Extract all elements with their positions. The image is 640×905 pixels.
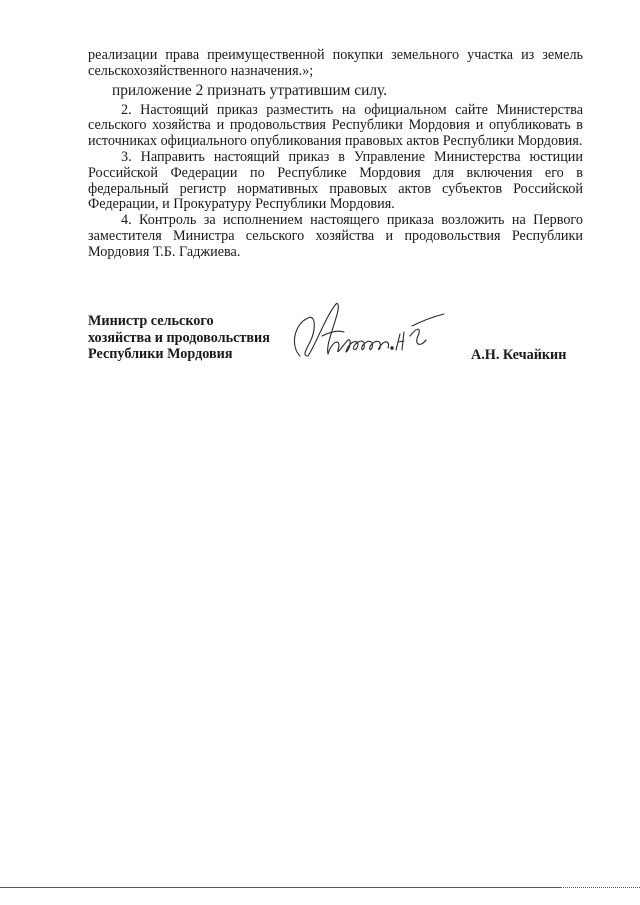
- paragraph-annex-repeal: приложение 2 признать утратившим силу.: [112, 81, 388, 99]
- handwritten-signature: [286, 296, 446, 368]
- paragraph-continuation: реализации права преимущественной покупки земельного участка из земель сельскохозяйственного назначения.»;: [88, 47, 583, 79]
- signatory-title: [88, 313, 270, 363]
- signatory-title-line-2: хозяйства и продовольствия: [88, 329, 270, 346]
- document-body: [88, 48, 583, 261]
- paragraph-item-3: 3. Направить настоящий приказ в Управление Министерства юстиции Российской Федерации по Республике Мордовия для включения его в федеральный регистр нормативных правовых актов субъектов Российской Федерации, и Прокуратуру Республики Мордовия.: [88, 148, 583, 213]
- signatory-title-line-3: Республики Мордовия: [88, 346, 233, 362]
- page-bottom-rule: [0, 887, 560, 888]
- paragraph-item-4: 4. Контроль за исполнением настоящего приказа возложить на Первого заместителя Министра сельского хозяйства и продовольствия Республики Мордовия Т.Б. Гаджиева.: [88, 212, 583, 260]
- signatory-title-line-1: Министр сельского: [88, 313, 214, 329]
- signatory-name: А.Н. Кечайкин: [471, 347, 567, 363]
- paragraph-item-2: 2. Настоящий приказ разместить на официальном сайте Министерства сельского хозяйства и продовольствия Республики Мордовия и опубликовать в источниках официального опубликования правовых актов Республики Мордовия.: [88, 101, 583, 150]
- page-bottom-rule-dotted: [560, 887, 640, 889]
